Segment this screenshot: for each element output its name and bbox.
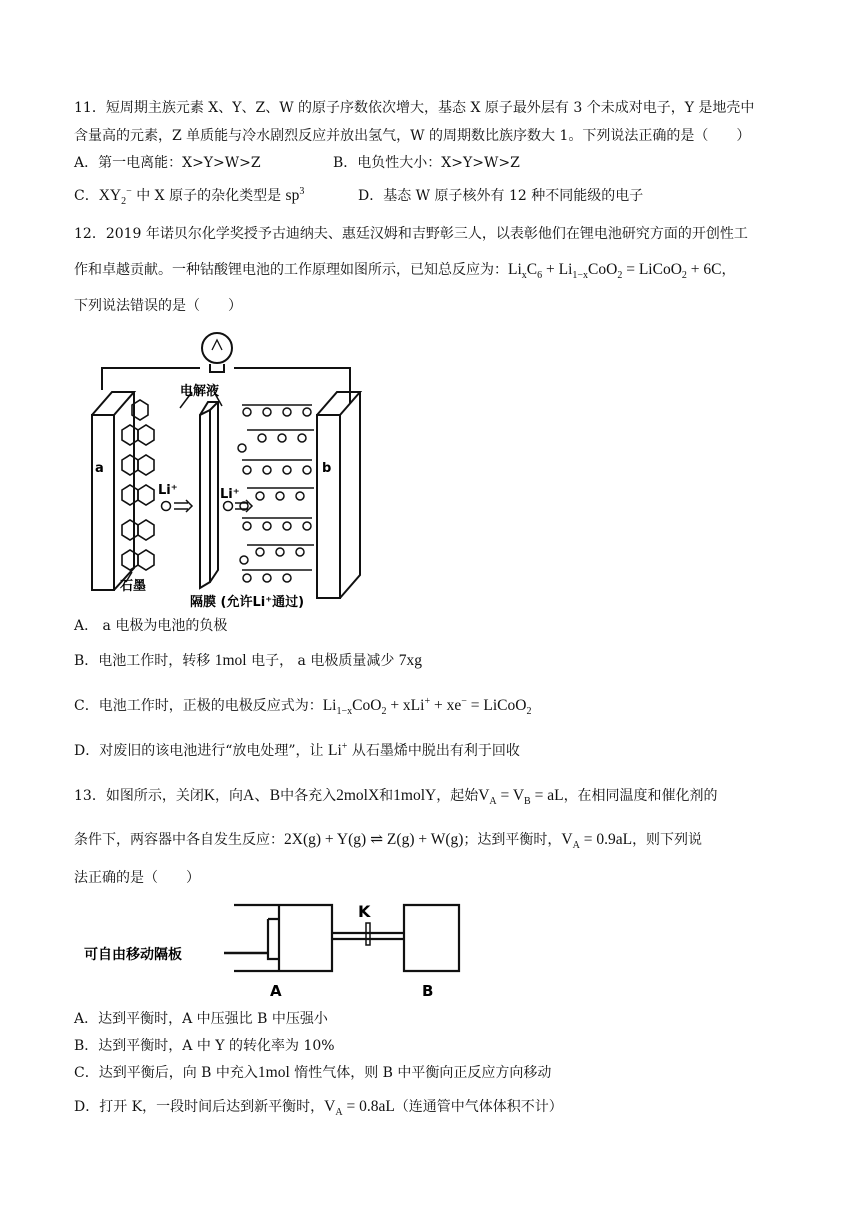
q11-option-a: A．第一电离能：X>Y>W>Z <box>74 155 261 171</box>
q11-stem-line1: 11．短周期主族元素 X、Y、Z、W 的原子序数依次增大，基态 X 原子最外层有 3 个未成对电子，Y 是地壳中 <box>74 100 755 116</box>
q13-stem-line1: 13．如图所示，关闭K，向A、B中各充入2molX和1molY，起始$V_A = V_B$ = aL，在相同温度和催化剂的 <box>74 787 718 808</box>
q12-option-a: A． a 电极为电池的负极 <box>74 618 228 634</box>
q11-option-b: B．电负性大小：X>Y>W>Z <box>333 155 520 171</box>
cobalt-oxide-layers <box>242 405 314 570</box>
graphite-layers <box>122 400 154 570</box>
q12-cathode-equation: $Li_{1-x}CoO_2 + xLi^+ + xe^-$ = LiCoO$_2$ <box>322 695 532 718</box>
q12-option-b: B．电池工作时，转移 1mol 电子， a 电极质量减少 7xg <box>74 652 423 669</box>
q12-total-reaction: $Li_xC_6 + Li_{1-x}CoO_2$ = LiCoO$_2$ + 6C <box>508 261 722 282</box>
q12-option-d: D．对废旧的该电池进行“放电处理”，让 Li+ 从石墨烯中脱出有利于回收 <box>74 740 520 759</box>
q13-option-c: C．达到平衡后，向 B 中充入1mol 惰性气体，则 B 中平衡向正反应方向移动 <box>74 1064 552 1081</box>
li-arrow-left <box>174 500 192 512</box>
q11-formula-xy2: $XY_2^-$ <box>98 185 132 208</box>
q12-stem-line1: 12．2019 年诺贝尔化学奖授予古迪纳夫、惠廷汉姆和吉野彰三人，以表彰他们在锂电池研究方面的开创性工 <box>74 226 748 242</box>
light-bulb-icon <box>202 333 232 363</box>
q11-option-c-label: C． <box>74 188 99 204</box>
li-ion-label-right: Li⁺ <box>220 487 240 502</box>
q12-option-c: C．电池工作时，正极的电极反应式为：$Li_{1-x}CoO_2 + xLi^+ + xe^-$ = LiCoO$_2$ <box>74 695 532 718</box>
q11-option-d: D．基态 W 原子核外有 12 种不同能级的电子 <box>358 188 644 204</box>
vessel-a-label: A <box>270 982 282 1000</box>
q13-initial-volume: $V_A = V_B$ = aL <box>478 787 564 808</box>
vessel-b-label: B <box>422 982 434 1000</box>
q13-stem-line2: 条件下，两容器中各自发生反应：2X(g) + Y(g) ⇌ Z(g) + W(g)；达到平衡时，$V_A = 0.9aL$，则下列说 <box>74 831 703 852</box>
q13-option-b: B．达到平衡时，A 中 Y 的转化率为 10% <box>74 1038 335 1054</box>
q12-stem-line3: 下列说法错误的是（ ） <box>74 298 242 314</box>
battery-diagram <box>82 320 382 610</box>
q13-reaction-equation: 2X(g) + Y(g) ⇌ Z(g) + W(g) <box>284 831 464 848</box>
q12-stem-line2: 作和卓越贡献。一种钴酸锂电池的工作原理如图所示，已知总反应为：$Li_xC_6 + Li_{1-x}CoO_2$ = LiCoO$_2$ + 6C， <box>74 261 736 282</box>
membrane-label: 隔膜 (允许Li⁺通过) <box>190 595 305 610</box>
q13-option-a: A．达到平衡时，A 中压强比 B 中压强小 <box>74 1011 328 1027</box>
graphite-label: 石墨 <box>120 579 147 594</box>
q13-equilibrium-volume: $V_A = 0.9aL$ <box>561 831 633 852</box>
vessel-diagram <box>74 893 464 1003</box>
electrolyte-label: 电解液 <box>180 384 220 399</box>
li-ion-label-left: Li⁺ <box>158 483 178 498</box>
q11-sp3: $sp^3$ <box>285 185 305 204</box>
electrode-b-label: b <box>322 461 332 476</box>
q13-new-volume: $V_A = 0.8aL$ <box>324 1098 395 1119</box>
q13-stem-line3: 法正确的是（ ） <box>74 870 200 886</box>
partition-label: 可自由移动隔板 <box>84 947 182 963</box>
valve-k-label: K <box>358 902 371 921</box>
q11-option-c: C．$XY_2^-$ 中 X 原子的杂化类型是 $sp^3$ <box>74 185 305 208</box>
q11-stem-line2: 含量高的元素，Z 单质能与冷水剧烈反应并放出氢气，W 的周期数比族序数大 1。下列说法正确的是（ ） <box>74 128 751 144</box>
electrode-a-label: a <box>95 461 104 476</box>
q13-option-d: D．打开 K，一段时间后达到新平衡时，$V_A = 0.8aL$（连通管中气体体积不计） <box>74 1098 563 1119</box>
